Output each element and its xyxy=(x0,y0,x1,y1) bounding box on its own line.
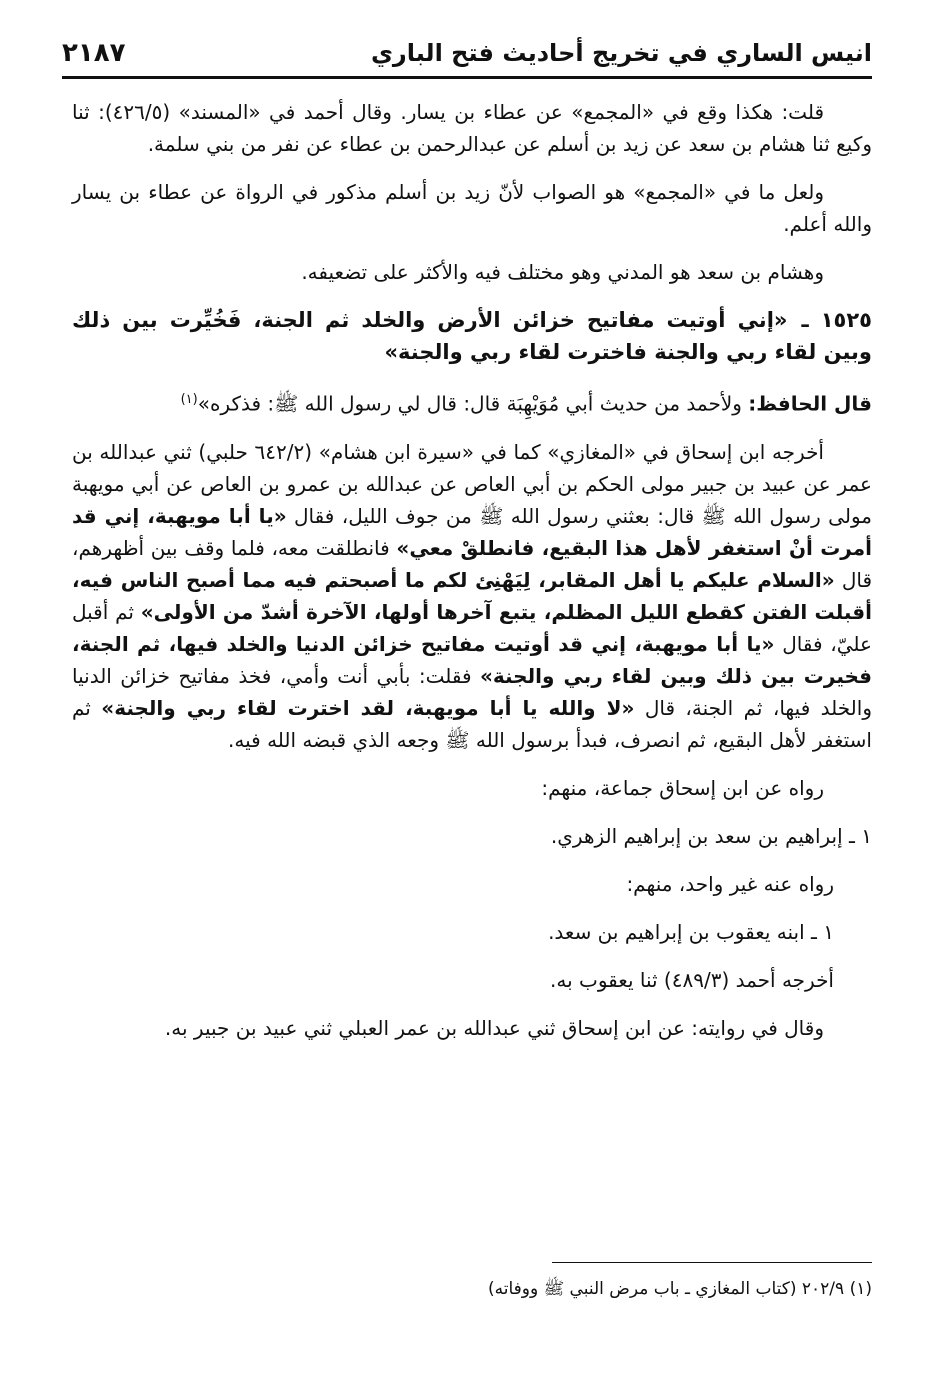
paragraph-2: ولعل ما في «المجمع» هو الصواب لأنّ زيد بن أسلم مذكور في الرواة عن عطاء بن يسار والله أعلم. xyxy=(72,180,872,236)
p4-part-c: فانطلقت معه، فلما وقف بين أظهرهم، قال xyxy=(72,535,873,592)
list-item-1: ١ ـ إبراهيم بن سعد بن إبراهيم الزهري. xyxy=(550,823,872,848)
paragraph-8: وقال في روايته: عن ابن إسحاق ثني عبدالله بن عمر العبلي ثني عبيد بن جبير به. xyxy=(164,1015,824,1040)
p4-quote-2: «السلام عليكم يا أهل المقابر، لِيَهْنِئ لكم ما أصبحتم فيه مما أصبح الناس فيه، أقبلت الفتن كقطع الليل المظلم، يتبع آخرها أولها، الآخرة أشدّ من الأولى» xyxy=(72,567,873,624)
page-header xyxy=(62,30,872,79)
page-body xyxy=(72,96,872,1060)
paragraph-4 xyxy=(72,436,872,756)
footnote-divider xyxy=(552,1262,872,1263)
hafiz-label: قال الحافظ: xyxy=(748,391,872,416)
running-title: انيس الساري في تخريج أحاديث فتح الباري xyxy=(370,39,872,67)
hafiz-paragraph xyxy=(72,384,872,420)
page-number: ٢١٨٧ xyxy=(62,38,126,68)
p4-quote-3: «يا أبا مويهبة، إني قد أوتيت مفاتيح خزائن الدنيا والخلد فيها، ثم الجنة، فخيرت بين ذلك وبين لقاء ربي والجنة» xyxy=(72,631,872,688)
footnote: (١) ٢٠٢/٩ (كتاب المغازي ـ باب مرض النبي ﷺ ووفاته) xyxy=(488,1279,872,1299)
paragraph-5: رواه عن ابن إسحاق جماعة، منهم: xyxy=(541,775,824,800)
hadith-text: «إني أوتيت مفاتيح خزائن الأرض والخلد ثم الجنة، فَخُيِّرت بين ذلك وبين لقاء ربي والجنة فاخترت لقاء ربي والجنة» xyxy=(72,308,872,364)
paragraph-6: رواه عنه غير واحد، منهم: xyxy=(626,871,834,896)
p4-part-a: أخرجه ابن إسحاق في «المغازي» كما في «سيرة ابن هشام» (٦٤٢/٢ حلبي) ثني عبدالله بن عمر عن عبيد بن جبير مولى الحكم بن أبي العاص عن عبدالله بن عمرو بن العاص عن أبي مويهبة مولى رسول الله ﷺ قال: بعثني رسول الله ﷺ من جوف الليل، فقال xyxy=(72,439,872,528)
hadith-entry xyxy=(72,304,872,368)
footnote-ref: (١) xyxy=(180,392,198,407)
list-item-1-1: ١ ـ ابنه يعقوب بن إبراهيم بن سعد. xyxy=(548,919,834,944)
paragraph-1: قلت: هكذا وقع في «المجمع» عن عطاء بن يسار. وقال أحمد في «المسند» (٤٢٦/٥): ثنا وكيع ثنا هشام بن سعد عن زيد بن أسلم عن عبدالرحمن بن عطاء عن نفر من بني سلمة. xyxy=(72,100,872,156)
p4-part-g: فقلت: بأبي أنت وأمي، فخذ مفاتيح خزائن الدنيا والخلد فيها، ثم الجنة، قال xyxy=(72,663,872,720)
hafiz-text: ولأحمد من حديث أبي مُوَيْهِبَة قال: قال لي رسول الله ﷺ: فذكره» xyxy=(197,391,742,416)
paragraph-7: أخرجه أحمد (٤٨٩/٣) ثنا يعقوب به. xyxy=(550,967,834,992)
p4-part-e: ثم أقبل عليّ، فقال xyxy=(72,599,872,656)
p4-quote-1: «يا أبا مويهبة، إني قد أمرت أنْ استغفر لأهل هذا البقيع، فانطلقْ معي» xyxy=(72,503,872,560)
hadith-number: ١٥٢٥ ـ xyxy=(801,308,872,332)
paragraph-3: وهشام بن سعد هو المدني وهو مختلف فيه والأكثر على تضعيفه. xyxy=(301,260,824,284)
p4-part-i: ثم استغفر لأهل البقيع، ثم انصرف، فبدأ برسول الله ﷺ وجعه الذي قبضه الله فيه. xyxy=(72,695,872,752)
p4-quote-4: «لا والله يا أبا مويهبة، لقد اخترت لقاء ربي والجنة» xyxy=(101,695,635,720)
